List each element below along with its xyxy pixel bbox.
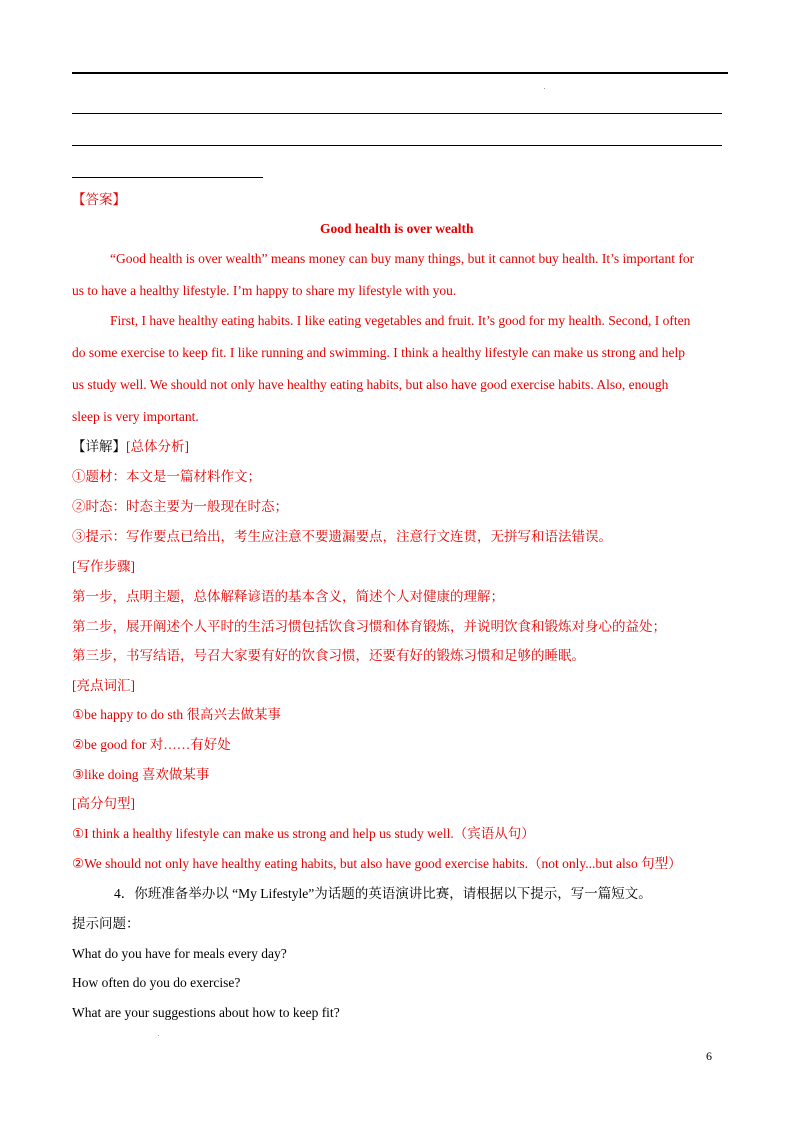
stray-dot <box>544 88 545 89</box>
page-number: 6 <box>706 1049 712 1063</box>
writing-step-1: 第一步，点明主题，总体解释谚语的基本含义，简述个人对健康的理解； <box>72 589 504 604</box>
hint-question-3: What are your suggestions about how to keep fit? <box>72 1005 340 1020</box>
overall-item-3: ③提示：写作要点已给出，考生应注意不要遗漏要点，注意行文连贯，无拼写和语法错误。 <box>72 529 612 544</box>
writing-step-2: 第二步，展开阐述个人平时的生活习惯包括饮食习惯和体育锻炼，并说明饮食和锻炼对身心的益处； <box>72 619 666 634</box>
essay-title: Good health is over wealth <box>320 221 474 236</box>
overall-analysis-heading: [总体分析] <box>126 439 189 454</box>
hint-question-2: How often do you do exercise? <box>72 975 241 990</box>
vocab-item-1: ①be happy to do sth 很高兴去做某事 <box>72 707 281 722</box>
answer-line-3 <box>72 145 722 146</box>
writing-steps-heading: [写作步骤] <box>72 559 135 574</box>
essay-p2-line3: us study well. We should not only have healthy eating habits, but also have good exercise habits. Also, enough <box>72 377 669 392</box>
sentence-item-2: ②We should not only have healthy eating habits, but also have good exercise habits.（not only...but also 句型） <box>72 856 682 871</box>
stray-dot-bottom <box>158 1035 159 1036</box>
hint-label: 提示问题： <box>72 916 140 931</box>
essay-p2-line2: do some exercise to keep fit. I like running and swimming. I think a healthy lifestyle can make us strong and help <box>72 345 685 360</box>
essay-p1-line2: us to have a healthy lifestyle. I’m happy to share my lifestyle with you. <box>72 283 457 298</box>
vocab-item-2: ②be good for 对……有好处 <box>72 737 231 752</box>
answer-line-1 <box>72 72 728 74</box>
writing-step-3: 第三步，书写结语，号召大家要有好的饮食习惯，还要有好的锻炼习惯和足够的睡眠。 <box>72 648 585 663</box>
essay-p2-line4: sleep is very important. <box>72 409 199 424</box>
hint-question-1: What do you have for meals every day? <box>72 946 287 961</box>
essay-p2-line1: First, I have healthy eating habits. I like eating vegetables and fruit. It’s good for my health. Second, I often <box>110 313 691 328</box>
sentences-heading: [高分句型] <box>72 796 135 811</box>
question-4-prompt: 4．你班准备举办以 “My Lifestyle”为话题的英语演讲比赛，请根据以下提示，写一篇短文。 <box>114 886 652 901</box>
vocab-item-3: ③like doing 喜欢做某事 <box>72 767 210 782</box>
answer-line-2 <box>72 113 722 114</box>
vocab-heading: [亮点词汇] <box>72 678 135 693</box>
explanation-heading <box>72 438 189 456</box>
essay-p1-line1: “Good health is over wealth” means money can buy many things, but it cannot buy health. It’s important for <box>110 251 695 266</box>
sentence-item-1: ①I think a healthy lifestyle can make us strong and help us study well.（宾语从句） <box>72 826 535 841</box>
overall-item-2: ②时态：时态主要为一般现在时态； <box>72 499 288 514</box>
overall-item-1: ①题材：本文是一篇材料作文； <box>72 469 261 484</box>
answer-line-4 <box>72 177 263 178</box>
explanation-label: 【详解】 <box>72 439 126 454</box>
answer-header: 【答案】 <box>72 192 126 207</box>
